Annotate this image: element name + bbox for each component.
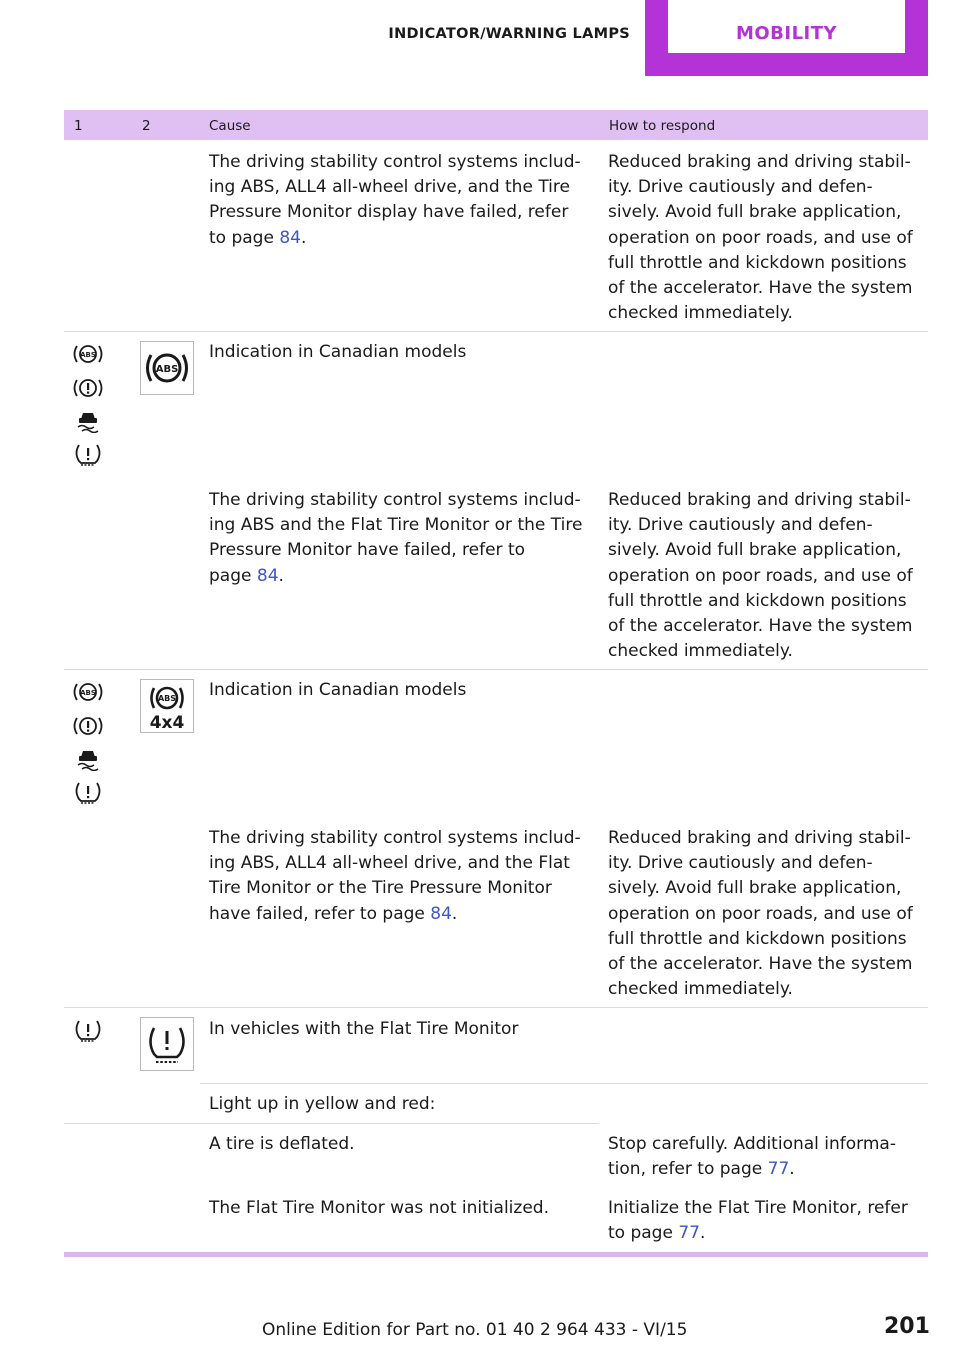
col-1-header: 1 <box>74 118 83 134</box>
row2-cause: The driving stability control systems includ- ing ABS and the Flat Tire Monitor or the Tire Pressure Monitor have failed, refer to page 84. <box>209 490 583 586</box>
svg-text:4x4: 4x4 <box>149 713 185 732</box>
abs-lamp-icon <box>140 341 194 395</box>
svg-text:ABS: ABS <box>80 351 96 359</box>
brake-warning-icon <box>68 375 108 401</box>
svg-text:ABS: ABS <box>155 364 179 375</box>
row4-cause-b: The Flat Tire Monitor was not initialized. <box>209 1198 549 1218</box>
row-divider <box>200 1083 928 1084</box>
row1-cause: The driving stability control systems includ- ing ABS, ALL4 all-wheel drive, and the Tire Pressure Monitor display have failed, refer to page 84. <box>209 152 581 248</box>
footer-edition: Online Edition for Part no. 01 40 2 964 433 - VI/15 <box>262 1320 688 1340</box>
brake-warning-icon <box>68 713 108 739</box>
row-divider <box>64 1007 928 1008</box>
cause-header: Cause <box>209 118 251 134</box>
abs-icon <box>68 679 108 705</box>
abs-4x4-icon <box>140 679 194 733</box>
col-2-header: 2 <box>142 118 151 134</box>
chapter-tab: MOBILITY <box>668 0 905 53</box>
flat-tire-lamp-icon <box>140 1017 194 1071</box>
row4-heading: In vehicles with the Flat Tire Monitor <box>209 1019 519 1039</box>
row4-subheading: Light up in yellow and red: <box>209 1094 436 1114</box>
table-bottom-rule <box>64 1252 928 1257</box>
row-divider <box>64 669 928 670</box>
row-divider <box>64 1123 599 1124</box>
table-header <box>64 110 928 140</box>
row2-page-link[interactable]: 84 <box>256 565 279 586</box>
tire-pressure-icon <box>68 441 108 467</box>
tire-pressure-icon <box>68 779 108 805</box>
row3-respond: Reduced braking and driving stabil- ity. Drive cautiously and defen- sively. Avoid full brake application, operation on poor roads, and use of full throttle and kickdown positions of the accelerator. Have the system checked immediately. <box>608 828 913 1000</box>
svg-text:ABS: ABS <box>80 689 96 697</box>
row4-cause-a: A tire is deflated. <box>209 1134 355 1154</box>
row2-respond: Reduced braking and driving stabil- ity. Drive cautiously and defen- sively. Avoid full brake application, operation on poor roads, and use of full throttle and kickdown positions of the accelerator. Have the system checked immediately. <box>608 490 913 662</box>
row3-page-link[interactable]: 84 <box>430 903 452 924</box>
dsc-car-icon <box>68 745 108 771</box>
abs-icon <box>68 341 108 367</box>
row1-respond: Reduced braking and driving stabil- ity. Drive cautiously and defen- sively. Avoid full brake application, operation on poor roads, and use of full throttle and kickdown positions of the accelerator. Have the system checked immediately. <box>608 152 913 324</box>
row3-cause: The driving stability control systems includ- ing ABS, ALL4 all-wheel drive, and the Flat Tire Monitor or the Tire Pressure Monitor have failed, refer to page 84. <box>209 828 581 924</box>
row3-heading: Indication in Canadian models <box>209 680 467 700</box>
row-divider <box>64 331 928 332</box>
respond-header: How to respond <box>609 118 716 134</box>
row4b-page-link[interactable]: 77 <box>678 1223 700 1244</box>
dsc-car-icon <box>68 407 108 433</box>
row4-respond-b: Initialize the Flat Tire Monitor, refer to page 77. <box>608 1198 908 1244</box>
row4a-page-link[interactable]: 77 <box>767 1159 790 1180</box>
section-title: INDICATOR/WARNING LAMPS <box>388 26 630 42</box>
row2-heading: Indication in Canadian models <box>209 342 467 362</box>
page-number: 201 <box>884 1314 930 1339</box>
row4-respond-a: Stop carefully. Additional informa- tion, refer to page 77. <box>608 1134 896 1180</box>
row1-page-link[interactable]: 84 <box>279 227 301 248</box>
svg-text:ABS: ABS <box>157 694 177 703</box>
tire-pressure-icon <box>68 1017 108 1043</box>
